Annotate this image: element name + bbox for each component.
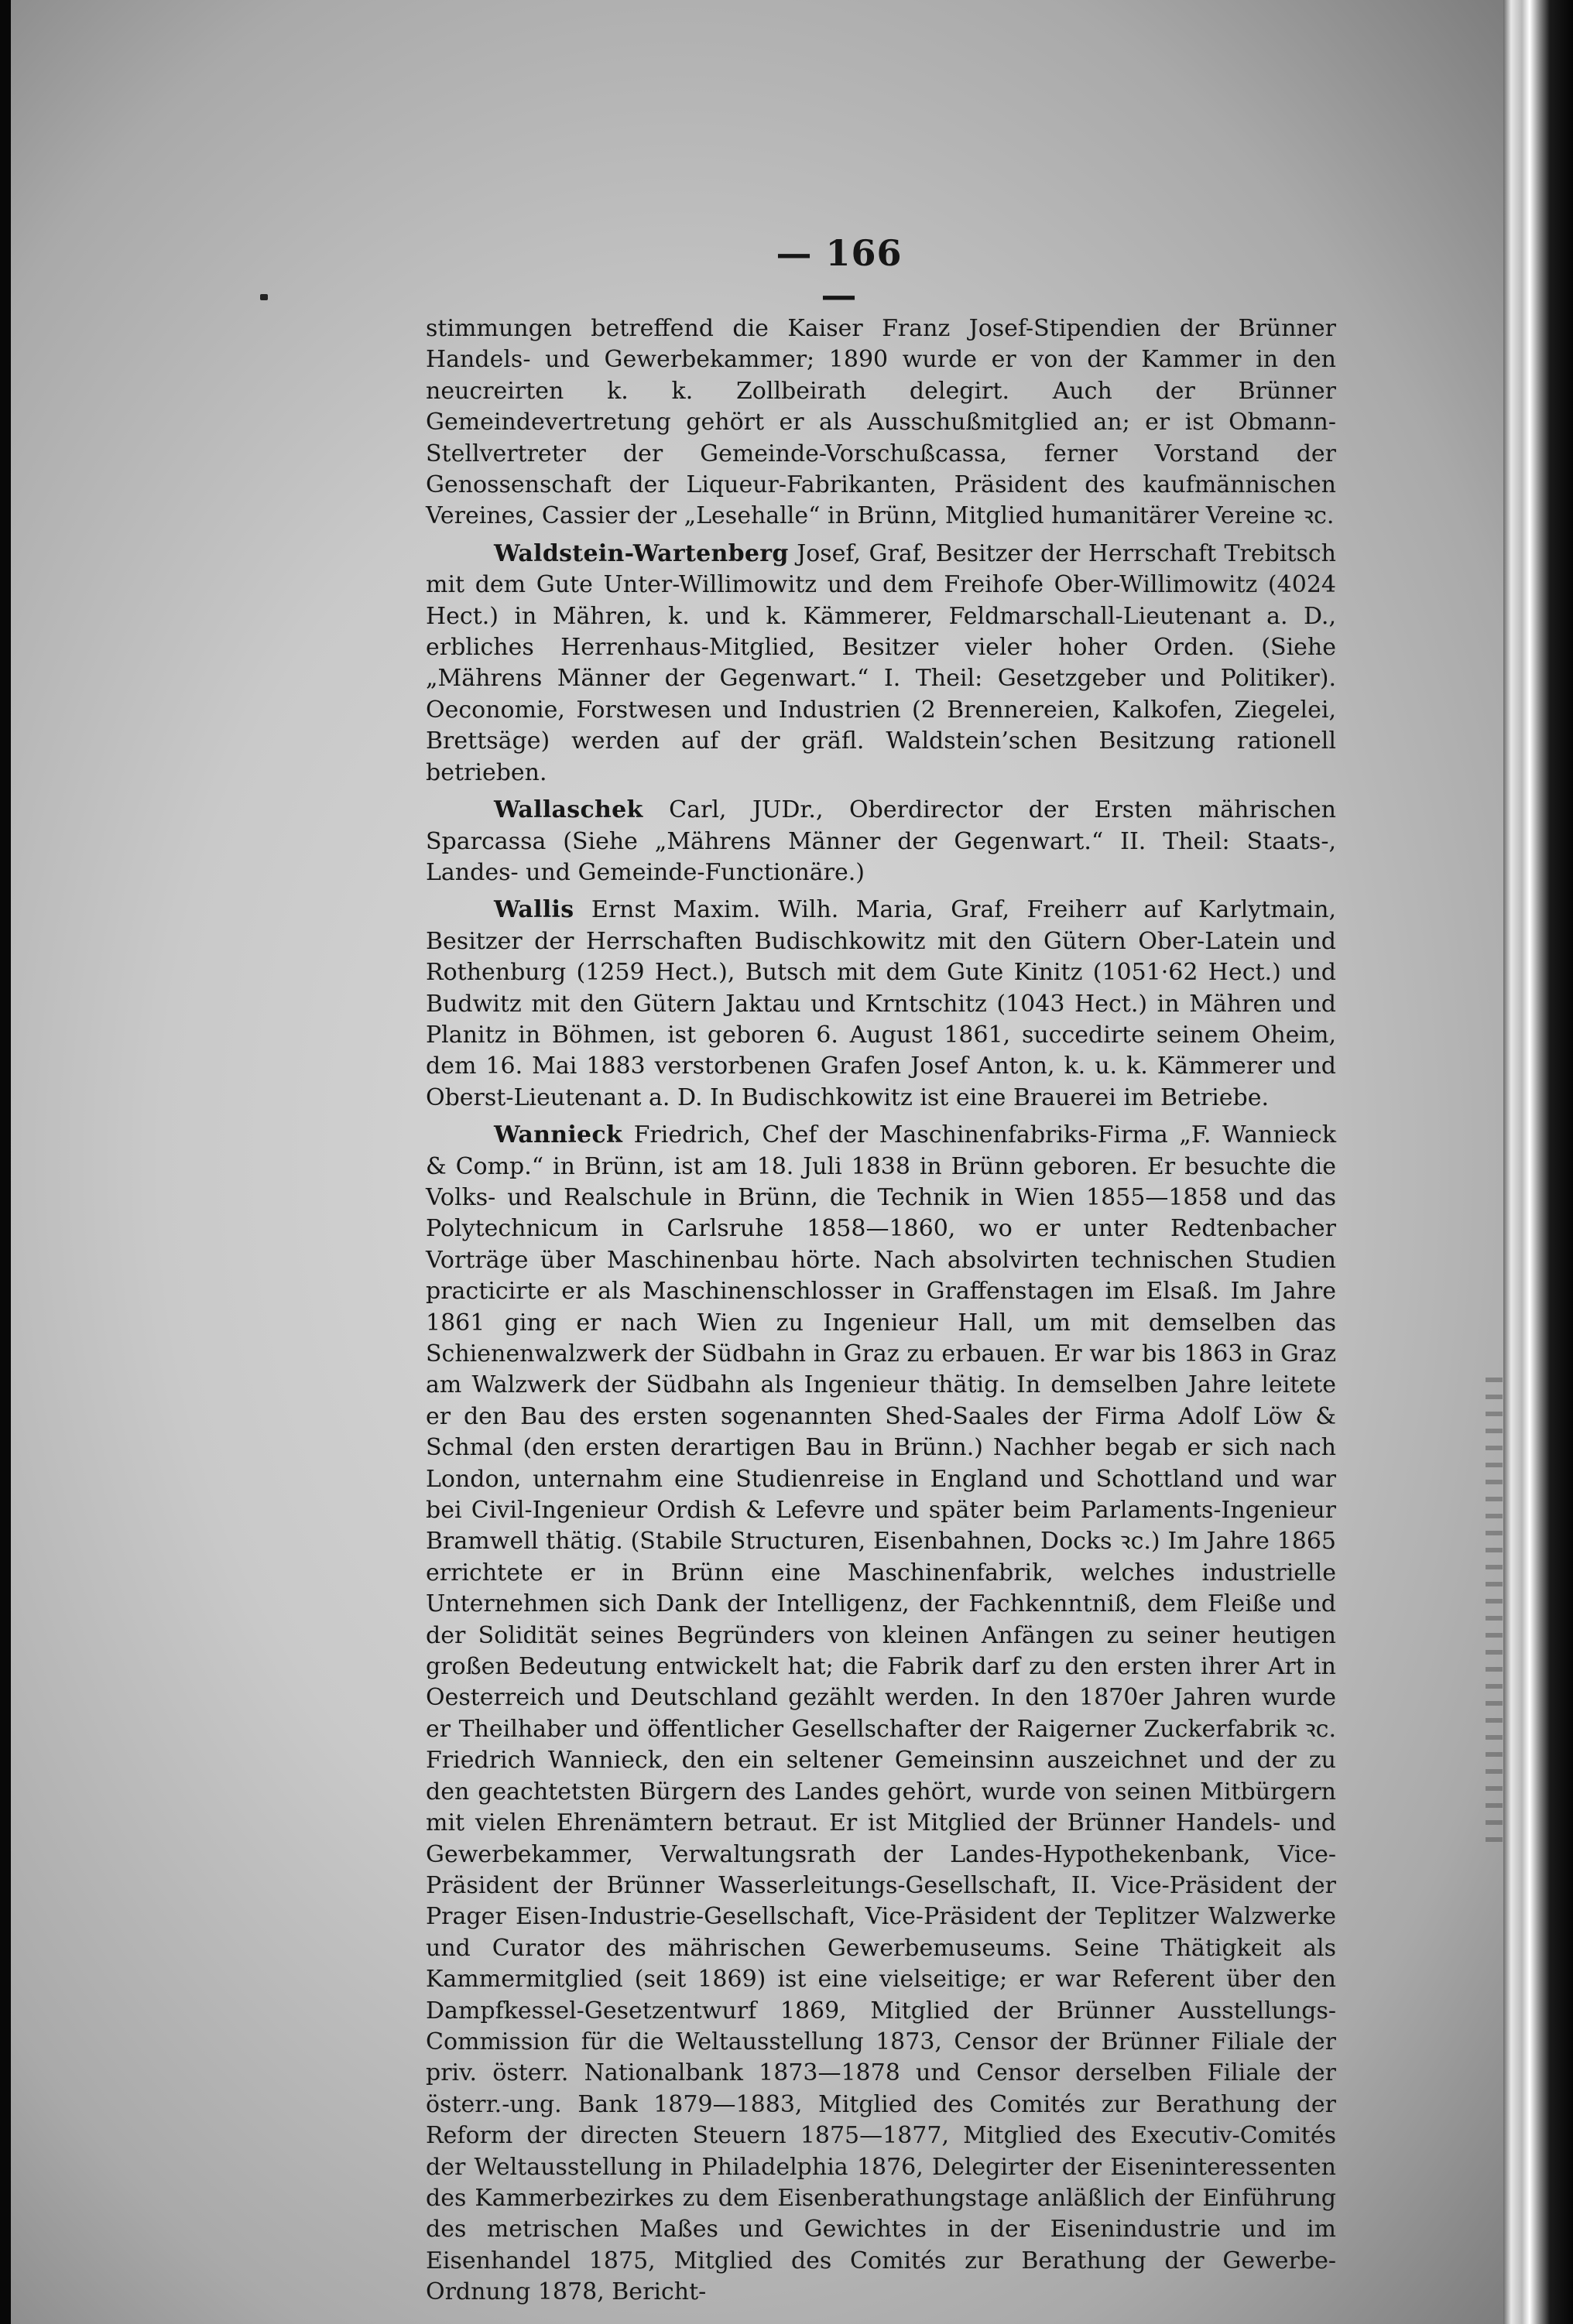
entry-text: Carl, JUDr., Oberdirector der Ersten mährischen Sparcassa (Siehe „Mährens Männer der Gegenwart.“ II. Theil: Staats-, Landes- und Gemeinde-Functionäre.) <box>426 796 1336 886</box>
scan-border-right <box>1503 0 1573 2324</box>
entry-text: Josef, Graf, Besitzer der Herrschaft Trebitsch mit dem Gute Unter-Willimowitz und dem Freihofe Ober-Willimowitz (4024 Hect.) in Mähren, k. und k. Kämmerer, Feldmarschall-Lieutenant a. D., erbliches Herrenhaus-Mitglied, Besitzer vieler hoher Orden. (Siehe „Mährens Männer der Gegenwart.“ I. Theil: Gesetzgeber und Politiker). Oeconomie, Forstwesen und Industrien (2 Brennereien, Kalkofen, Ziegelei, Brettsäge) werden auf der gräfl. Waldstein’schen Besitzung rationell betrieben. <box>426 539 1336 786</box>
entry-headword: Wallaschek <box>494 796 643 824</box>
document-page <box>11 0 1503 2324</box>
body-text <box>426 313 1336 2309</box>
paragraph-continuation <box>426 313 1336 532</box>
paragraph-text: stimmungen betreffend die Kaiser Franz Josef-Stipendien der Brünner Handels- und Gewerbekammer; 1890 wurde er von der Kammer in den neucreirten k. k. Zollbeirath delegirt. Auch der Brünner Gemeindevertretung gehört er als Ausschußmitglied an; er ist Obmann-Stellvertreter der Gemeinde-Vorschußcassa, ferner Vorstand der Genossenschaft der Liqueur-Fabrikanten, Präsident des kaufmännischen Vereines, Cassier der „Lesehalle“ in Brünn, Mitglied humanitärer Vereine ꝛc. <box>426 315 1336 530</box>
entry-text: Friedrich, Chef der Maschinenfabriks-Firma „F. Wannieck & Comp.“ in Brünn, ist am 18. Juli 1838 in Brünn geboren. Er besuchte die Volks- und Realschule in Brünn, die Technik in Wien 1855—1858 und das Polytechnicum in Carlsruhe 1858—1860, wo er unter Redtenbacher Vorträge über Maschinenbau hörte. Nach absolvirten technischen Studien practicirte er als Maschinenschlosser in Graffenstagen im Elsaß. Im Jahre 1861 ging er nach Wien zu Ingenieur Hall, um mit demselben das Schienenwalzwerk der Südbahn in Graz zu erbauen. Er war bis 1863 in Graz am Walzwerk der Südbahn als Ingenieur thätig. In demselben Jahre leitete er den Bau des ersten sogenannten Shed-Saales der Firma Adolf Löw & Schmal (den ersten derartigen Bau in Brünn.) Nachher begab er sich nach London, unternahm eine Studienreise in England und Schottland und war bei Civil-Ingenieur Ordish & Lefevre und später beim Parlaments-Ingenieur Bramwell thätig. (Stabile Structuren, Eisenbahnen, Docks ꝛc.) Im Jahre 1865 errichtete er in Brünn eine Maschinenfabrik, welches industrielle Unternehmen sich Dank der Intelligenz, der Fachkenntniß, dem Fleiße und der Solidität seines Begründers von kleinen Anfängen zu seiner heutigen großen Bedeutung entwickelt hat; die Fabrik darf zu den ersten ihrer Art in Oesterreich und Deutschland gezählt werden. In den 1870er Jahren wurde er Theilhaber und öffentlicher Gesellschafter der Raigerner Zuckerfabrik ꝛc. Friedrich Wannieck, den ein seltener Gemeinsinn auszeichnet und der zu den geachtetsten Bürgern des Landes gehört, wurde von seinen Mitbürgern mit vielen Ehrenämtern betraut. Er ist Mitglied der Brünner Handels- und Gewerbekammer, Verwaltungsrath der Landes-Hypothekenbank, Vice-Präsident der Brünner Wasserleitungs-Gesellschaft, II. Vice-Präsident der Prager Eisen-Industrie-Gesellschaft, Vice-Präsident der Teplitzer Walzwerke und Curator des mährischen Gewerbemuseums. Seine Thätigkeit als Kammermitglied (seit 1869) ist eine vielseitige; er war Referent über den Dampfkessel-Gesetzentwurf 1869, Mitglied der Brünner Ausstellungs-Commission für die Weltausstellung 1873, Censor der Brünner Filiale der priv. österr. Nationalbank 1873—1878 und Censor derselben Filiale der österr.-ung. Bank 1879—1883, Mitglied des Comités zur Berathung der Reform der directen Steuern 1875—1877, Mitglied des Executiv-Comités der Weltausstellung in Philadelphia 1876, Delegirter der Eiseninteressenten des Kammerbezirkes zu dem Eisenberathungstage anläßlich der Einführung des metrischen Maßes und Gewichtes in der Eisenindustrie und im Eisenhandel 1875, Mitglied des Comités zur Berathung der Gewerbe-Ordnung 1878, Bericht- <box>426 1121 1336 2306</box>
entry-wallis <box>426 895 1336 1114</box>
entry-headword: Wallis <box>494 896 574 924</box>
page-number: — 166 — <box>776 232 903 316</box>
entry-wannieck <box>426 1120 1336 2308</box>
margin-mark <box>260 294 268 300</box>
entry-headword: Wannieck <box>494 1121 623 1149</box>
scan-border-left <box>0 0 11 2324</box>
entry-waldstein-wartenberg <box>426 539 1336 789</box>
entry-text: Ernst Maxim. Wilh. Maria, Graf, Freiherr auf Karlytmain, Besitzer der Herrschaften Budischkowitz mit den Gütern Ober-Latein und Rothenburg (1259 Hect.), Butsch mit dem Gute Kinitz (1051·62 Hect.) und Budwitz mit den Gütern Jaktau und Krntschitz (1043 Hect.) in Mähren und Planitz in Böhmen, ist geboren 6. August 1861, succedirte seinem Oheim, dem 16. Mai 1883 verstorbenen Grafen Josef Anton, k. u. k. Kämmerer und Oberst-Lieutenant a. D. In Budischkowitz ist eine Brauerei im Betriebe. <box>426 896 1336 1111</box>
entry-wallaschek <box>426 795 1336 888</box>
margin-pencil-marks <box>1486 1378 1503 1842</box>
entry-headword: Waldstein-Wartenberg <box>494 539 789 567</box>
